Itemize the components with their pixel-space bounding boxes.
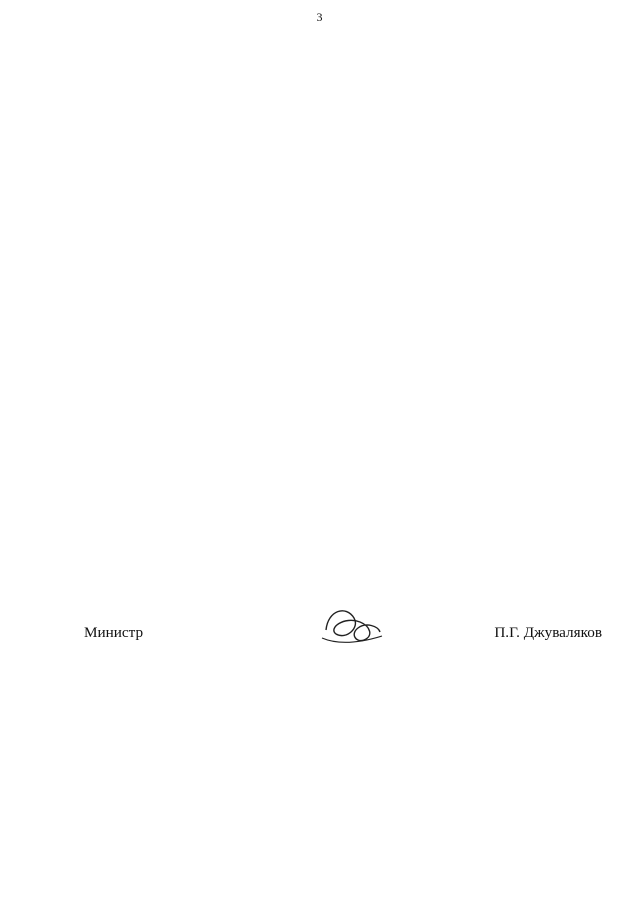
page-number: 3 — [316, 10, 323, 24]
signatory-title: Министр — [84, 624, 144, 641]
handwritten-signature — [316, 600, 386, 650]
signatory-name: П.Г. Джуваляков — [494, 624, 602, 641]
signature-block — [84, 618, 602, 658]
